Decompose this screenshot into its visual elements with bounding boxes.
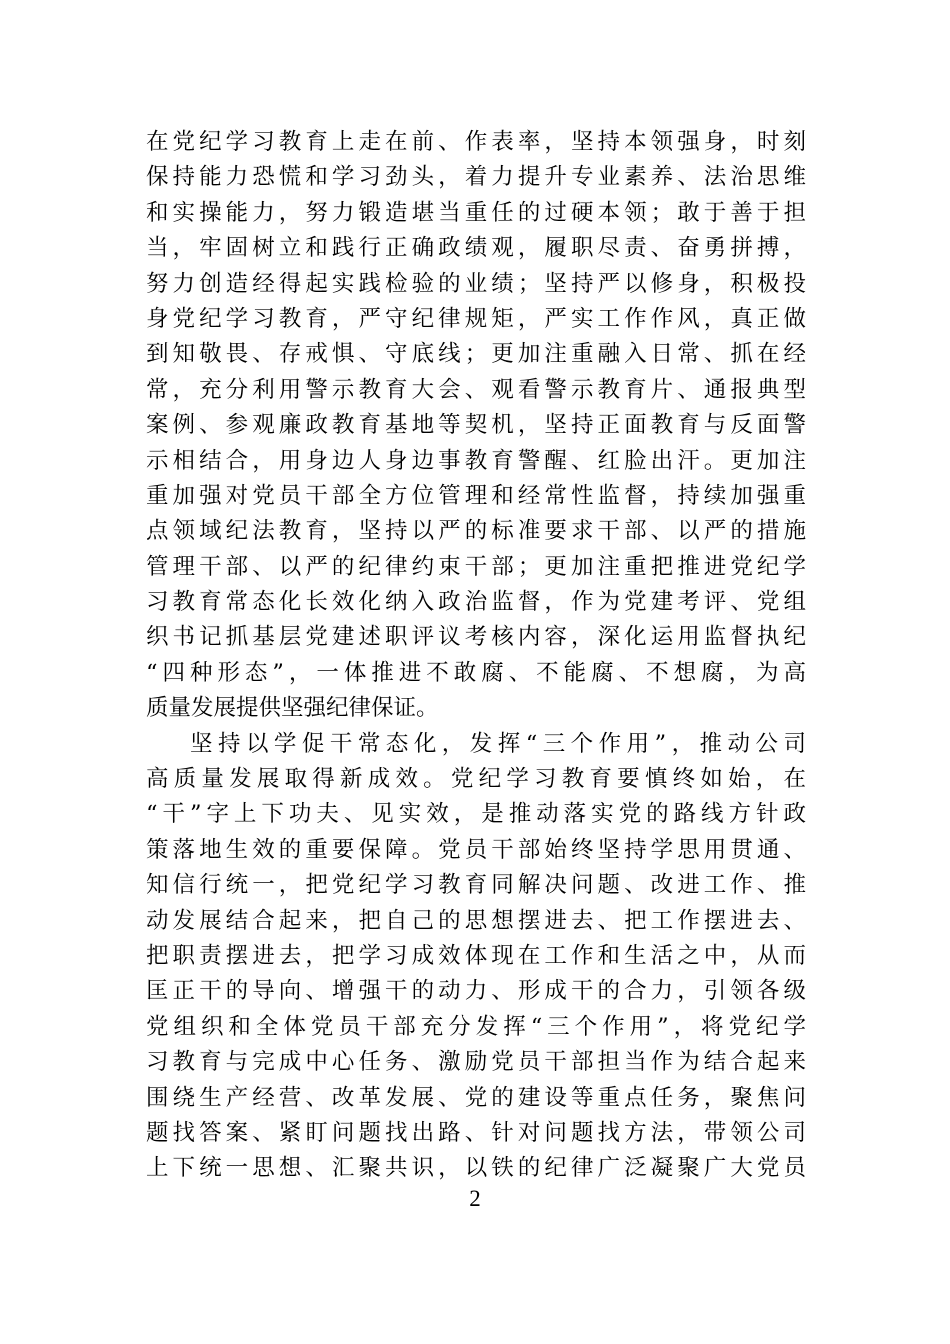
text-line: 策落地生效的重要保障。党员干部始终坚持学思用贯通、 (146, 836, 806, 863)
text-line: 保持能力恐慌和学习劲头，着力提升专业素养、法治思维 (146, 164, 806, 191)
text-line: 匡正干的导向、增强干的动力、形成干的合力，引领各级 (146, 978, 806, 1005)
text-line: 习教育常态化长效化纳入政治监督，作为党建考评、党组 (146, 589, 806, 616)
text-line: 案例、参观廉政教育基地等契机，坚持正面教育与反面警 (146, 412, 806, 439)
text-line: 把职责摆进去，把学习成效体现在工作和生活之中，从而 (146, 942, 806, 969)
text-line: 努力创造经得起实践检验的业绩；坚持严以修身，积极投 (146, 270, 806, 297)
text-line: 和实操能力，努力锻造堪当重任的过硬本领；敢于善于担 (146, 199, 806, 226)
paragraph-2 (146, 727, 806, 1187)
text-line: 到知敬畏、存戒惧、守底线；更加注重融入日常、抓在经 (146, 341, 806, 368)
text-line: 示相结合，用身边人身边事教育警醒、红脸出汗。更加注 (146, 447, 806, 474)
text-line: “四种形态”，一体推进不敢腐、不能腐、不想腐，为高 (146, 659, 806, 686)
text-line: 动发展结合起来，把自己的思想摆进去、把工作摆进去、 (146, 907, 806, 934)
text-line: “干”字上下功夫、见实效，是推动落实党的路线方针政 (146, 801, 806, 828)
text-line: 高质量发展取得新成效。党纪学习教育要慎终如始，在 (146, 766, 806, 793)
text-line: 常，充分利用警示教育大会、观看警示教育片、通报典型 (146, 376, 806, 403)
text-line: 身党纪学习教育，严守纪律规矩，严实工作作风，真正做 (146, 305, 806, 332)
text-line: 题找答案、紧盯问题找出路、针对问题找方法，带领公司 (146, 1119, 806, 1146)
text-line: 上下统一思想、汇聚共识，以铁的纪律广泛凝聚广大党员 (146, 1155, 806, 1182)
text-line: 重加强对党员干部全方位管理和经常性监督，持续加强重 (146, 482, 806, 509)
text-line: 管理干部、以严的纪律约束干部；更加注重把推进党纪学 (146, 553, 806, 580)
text-line: 点领域纪法教育，坚持以严的标准要求干部、以严的措施 (146, 518, 806, 545)
text-line: 坚持以学促干常态化，发挥“三个作用”，推动公司 (190, 730, 806, 757)
body-text (146, 125, 806, 1187)
text-line: 习教育与完成中心任务、激励党员干部担当作为结合起来 (146, 1049, 806, 1076)
text-line: 当，牢固树立和践行正确政绩观，履职尽责、奋勇拼搏， (146, 235, 806, 262)
page-number: 2 (469, 1186, 481, 1211)
text-line: 党组织和全体党员干部充分发挥“三个作用”，将党纪学 (146, 1013, 806, 1040)
text-line: 在党纪学习教育上走在前、作表率，坚持本领强身，时刻 (146, 129, 806, 155)
paragraph-1 (146, 125, 806, 727)
text-line: 质量发展提供坚强纪律保证。 (146, 695, 439, 722)
text-line: 织书记抓基层党建述职评议考核内容，深化运用监督执纪 (146, 624, 806, 651)
text-line: 围绕生产经营、改革发展、党的建设等重点任务，聚焦问 (146, 1084, 806, 1111)
text-line: 知信行统一，把党纪学习教育同解决问题、改进工作、推 (146, 872, 806, 899)
